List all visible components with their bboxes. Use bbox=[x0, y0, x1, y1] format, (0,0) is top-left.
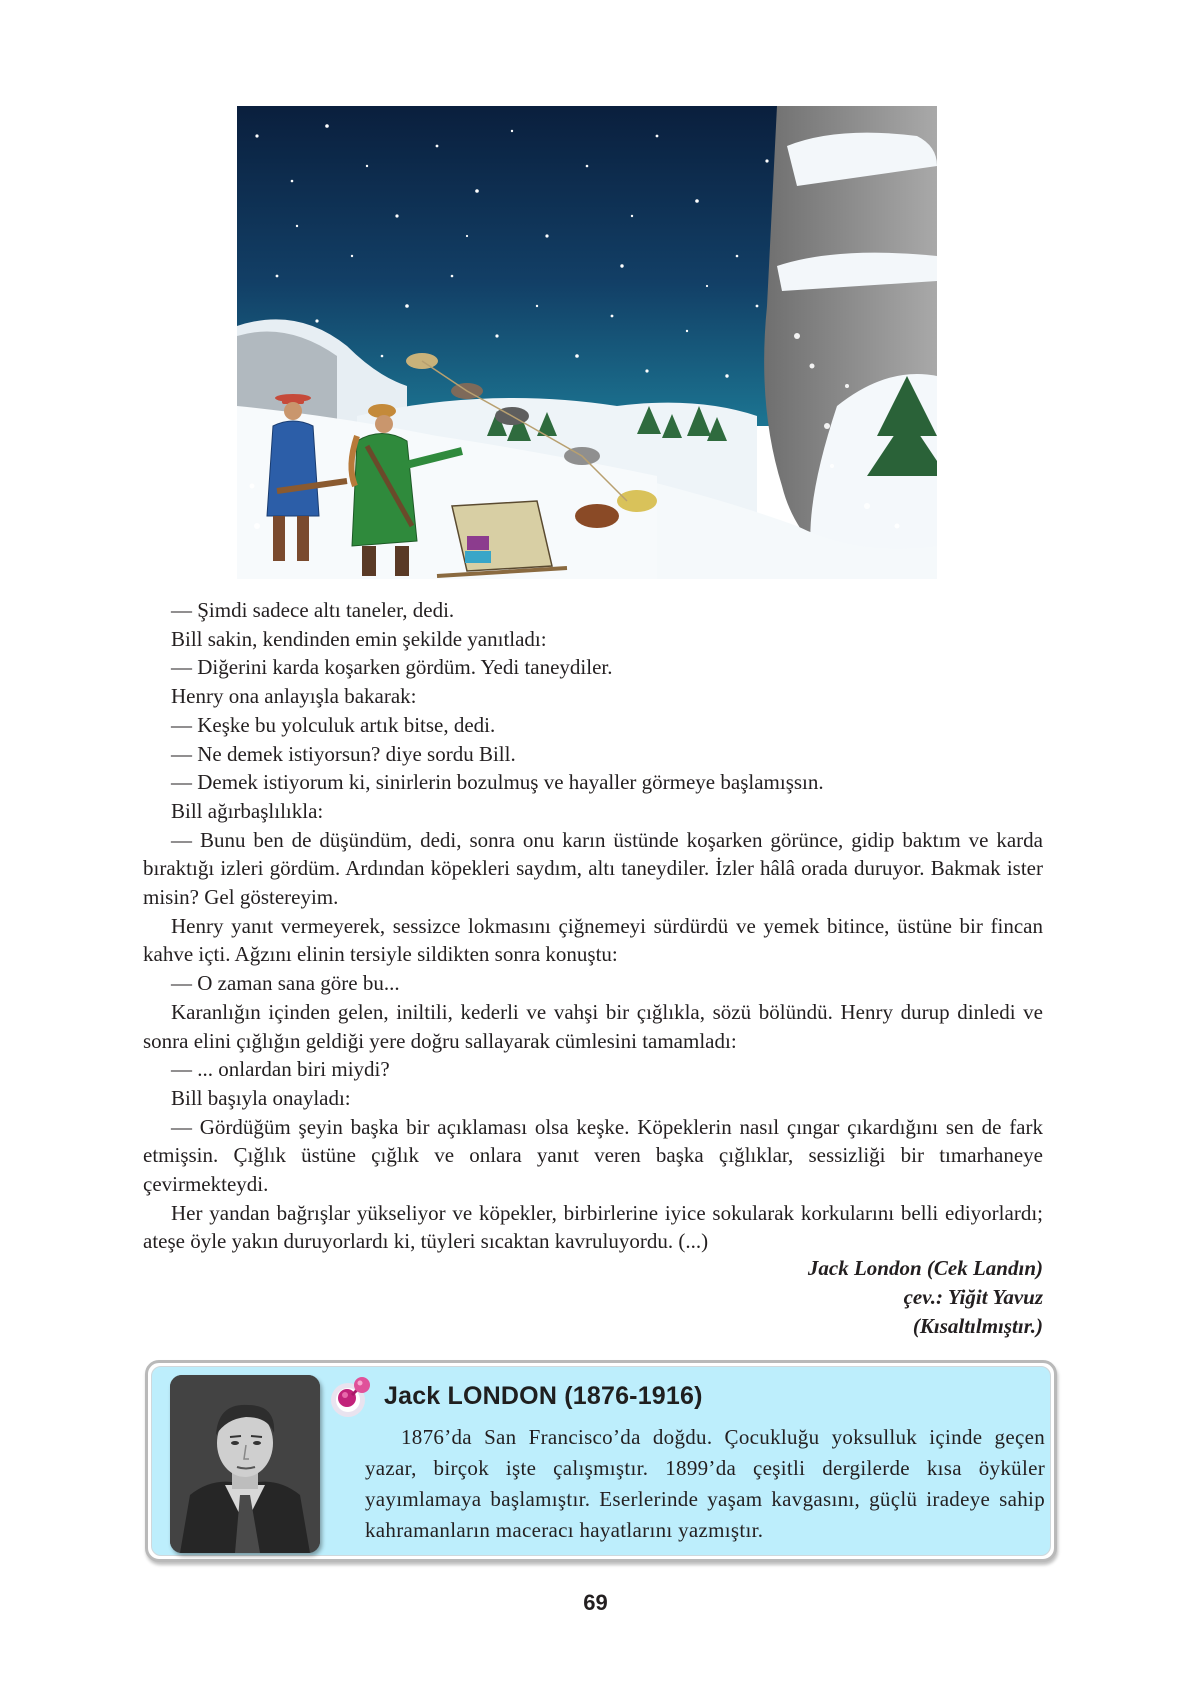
story-paragraph: Bill ağırbaşlılıkla: bbox=[171, 798, 324, 823]
author-credit: Jack London (Cek Landın) bbox=[807, 1256, 1043, 1280]
story-credits bbox=[808, 1254, 1043, 1341]
story-paragraph: — Bunu ben de düşündüm, dedi, sonra onu karın üstünde koşarken görünce, gidip baktım ve karda bıraktığı izleri gördüm. Ardından köpekleri saydım, altı taneydiler. İzler hâlâ orada duruyor. Bakmak ister misin? Gel göstereyim. bbox=[143, 827, 1043, 910]
abridged-note: (Kısaltılmıştır.) bbox=[912, 1314, 1043, 1338]
story-paragraph: — Ne demek istiyorsun? diye sordu Bill. bbox=[171, 741, 516, 766]
bio-text bbox=[365, 1422, 1045, 1546]
story-illustration bbox=[237, 106, 937, 579]
story-paragraph: — Demek istiyorum ki, sinirlerin bozulmuş ve hayaller görmeye başlamışsın. bbox=[171, 770, 824, 795]
story-paragraph: Her yandan bağrışlar yükseliyor ve köpekler, birbirlerine iyice sokularak korkularını belli ediyorlardı; ateşe öyle yakın duruyorlardı ki, tüyleri sıcaktan kavruluyordu. (...) bbox=[143, 1200, 1043, 1254]
translator-credit: çev.: Yiğit Yavuz bbox=[903, 1285, 1043, 1309]
story-paragraph: Bill başıyla onayladı: bbox=[171, 1085, 351, 1110]
story-paragraph: Karanlığın içinden gelen, iniltili, kederli ve vahşi bir çığlıkla, sözü bölündü. Henry durup dinledi ve sonra elini çığlığın geldiği yere doğru sallayarak cümlesini tamamladı: bbox=[143, 999, 1043, 1053]
story-paragraph: — Şimdi sadece altı taneler, dedi. bbox=[171, 598, 455, 622]
story-paragraph: — O zaman sana göre bu... bbox=[171, 971, 400, 996]
bio-body: 1876’da San Francisco’da doğdu. Çocukluğu yoksulluk içinde geçen yazar, birçok işte çalışmıştır. 1899’da çeşitli dergilerde kısa öyküler yayımlamaya başlamıştır. Eserlerinde yaşam kavgasını, güçlü iradeye sahip kahramanların maceracı hayatlarını yazmıştır. bbox=[365, 1425, 1045, 1542]
winter-sled-scene-image bbox=[237, 106, 937, 579]
story-paragraph: — Keşke bu yolculuk artık bitse, dedi. bbox=[171, 712, 496, 737]
story-text bbox=[143, 596, 1043, 1256]
author-bio-box bbox=[145, 1360, 1057, 1562]
portrait-image bbox=[170, 1375, 320, 1553]
page-number: 69 bbox=[583, 1590, 608, 1615]
bio-box-background bbox=[151, 1366, 1051, 1556]
author-portrait bbox=[170, 1375, 320, 1553]
story-paragraph: Henry ona anlayışla bakarak: bbox=[171, 684, 417, 709]
story-paragraph: Bill sakin, kendinden emin şekilde yanıtladı: bbox=[171, 626, 547, 651]
story-paragraph: — Diğerini karda koşarken gördüm. Yedi taneydiler. bbox=[171, 655, 613, 680]
story-paragraph: — Gördüğüm şeyin başka bir açıklaması olsa keşke. Köpeklerin nasıl çıngar çıkardığını sen de fark etmişsin. Çığlık üstüne çığlık ve onlara yanıt veren başka çığlıklar, sessizliği bir tımarhaneye çevirmekteydi. bbox=[143, 1114, 1043, 1197]
bio-title: Jack LONDON (1876-1916) bbox=[384, 1382, 703, 1410]
story-paragraph: Henry yanıt vermeyerek, sessizce lokmasını çiğnemeyi sürdürdü ve yemek bitince, üstüne bir fincan kahve içti. Ağzını elinin tersiyle sildikten sonra konuştu: bbox=[143, 913, 1043, 967]
story-paragraph: — ... onlardan biri miydi? bbox=[171, 1057, 390, 1082]
pushpin-icon bbox=[330, 1373, 376, 1419]
